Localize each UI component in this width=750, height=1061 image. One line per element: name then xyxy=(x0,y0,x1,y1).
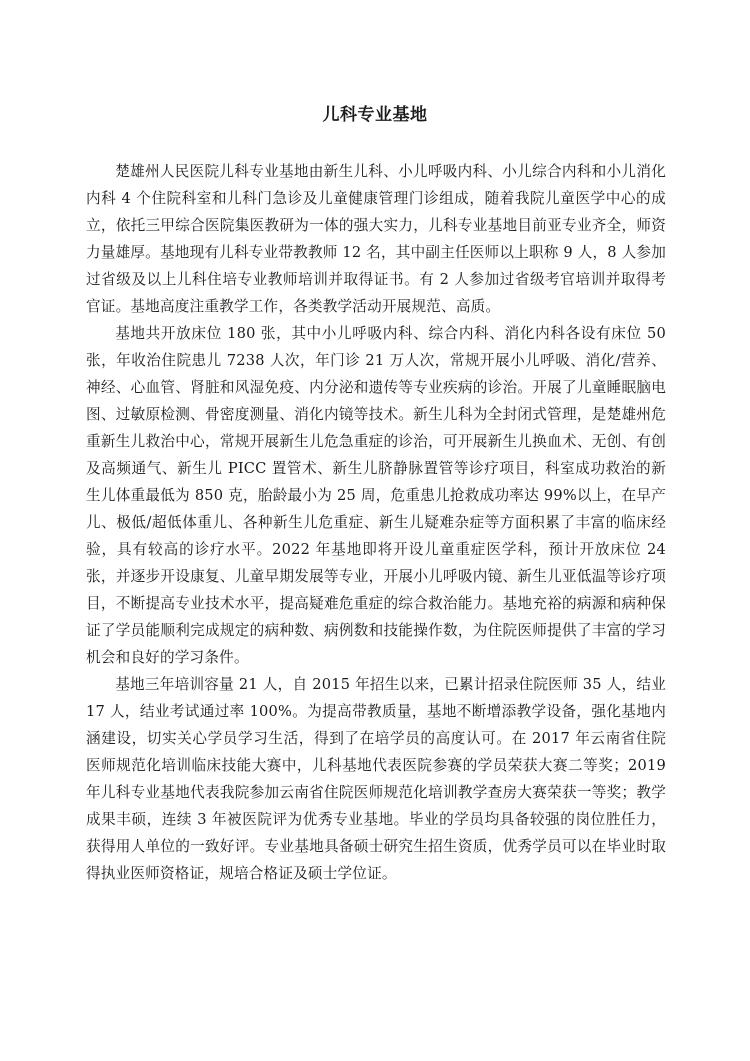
document-body xyxy=(86,158,666,887)
page-title: 儿科专业基地 xyxy=(322,105,428,125)
paragraph-overview: 楚雄州人民医院儿科专业基地由新生儿科、小儿呼吸内科、小儿综合内科和小儿消化内科 4 个住院科室和儿科门急诊及儿童健康管理门诊组成，随着我院儿童医学中心的成立，依托三甲综合医院集医教研为一体的强大实力，儿科专业基地目前亚专业齐全，师资力量雄厚。基地现有儿科专业带教教师 12 名，其中副主任医师以上职称 9 人，8 人参加过省级及以上儿科住培专业教师培训并取得证书。有 2 人参加过省级考官培训并取得考官证。基地高度注重教学工作，各类教学活动开展规范、高质。 xyxy=(86,163,666,315)
paragraph-facilities: 基地共开放床位 180 张，其中小儿呼吸内科、综合内科、消化内科各设有床位 50 张，年收治住院患儿 7238 人次，年门诊 21 万人次，常规开展小儿呼吸、消化/营养、神经、心血管、肾脏和风湿免疫、内分泌和遗传等专业疾病的诊治。开展了儿童睡眠脑电图、过敏原检测、骨密度测量、消化内镜等技术。新生儿科为全封闭式管理，是楚雄州危重新生儿救治中心，常规开展新生儿危急重症的诊治，可开展新生儿换血术、无创、有创及高频通气、新生儿 PICC 置管术、新生儿脐静脉置管等诊疗项目，科室成功救治的新生儿体重最低为 850 克，胎龄最小为 25 周，危重患儿抢救成功率达 99%以上，在早产儿、极低/超低体重儿、各种新生儿危重症、新生儿疑难杂症等方面积累了丰富的临床经验，具有较高的诊疗水平。2022 年基地即将开设儿童重症医学科，预计开放床位 24 张，并逐步开设康复、儿童早期发展等专业，开展小儿呼吸内镜、新生儿亚低温等诊疗项目，不断提高专业技术水平，提高疑难危重症的综合救治能力。基地充裕的病源和病种保证了学员能顺利完成规定的病种数、病例数和技能操作数，为住院医师提供了丰富的学习机会和良好的学习条件。 xyxy=(86,325,666,666)
paragraph-training: 基地三年培训容量 21 人，自 2015 年招生以来，已累计招录住院医师 35 人，结业 17 人，结业考试通过率 100%。为提高带教质量，基地不断增添教学设备，强化基地内涵建设，切实关心学员学习生活，得到了在培学员的高度认可。在 2017 年云南省住院医师规范化培训临床技能大赛中，儿科基地代表医院参赛的学员荣获大赛二等奖；2019 年儿科专业基地代表我院参加云南省住院医师规范化培训教学查房大赛荣获一等奖；教学成果丰硕，连续 3 年被医院评为优秀专业基地。毕业的学员均具备较强的岗位胜任力，获得用人单位的一致好评。专业基地具备硕士研究生招生资质，优秀学员可以在毕业时取得执业医师资格证，规培合格证及硕士学位证。 xyxy=(86,676,666,882)
